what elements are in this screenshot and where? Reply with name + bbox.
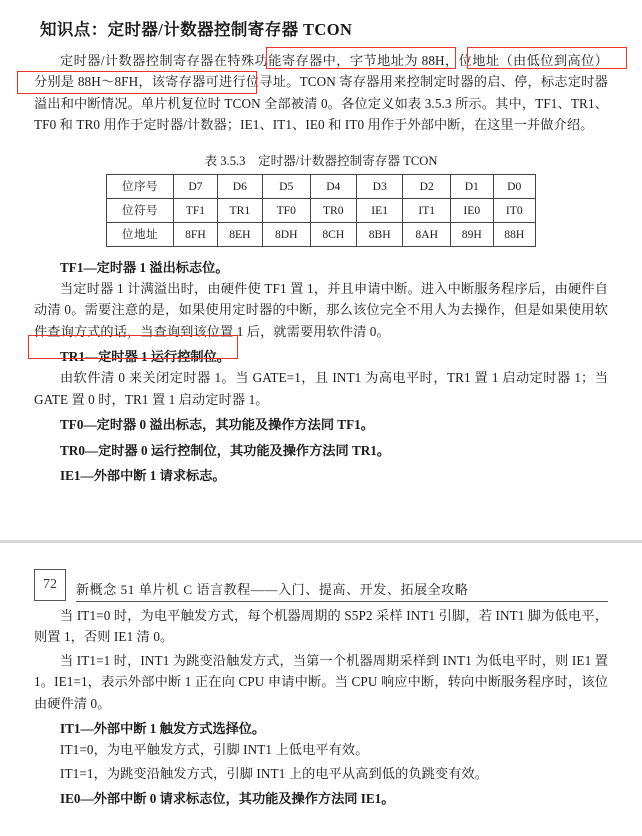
table-cell: 88H	[493, 222, 535, 246]
table-row	[107, 174, 536, 198]
table-cell: D5	[262, 174, 310, 198]
table-cell: 8AH	[403, 222, 451, 246]
page-number: 72	[34, 569, 66, 601]
intro-paragraph: 定时器/计数器控制寄存器在特殊功能寄存器中，字节地址为 88H，位地址（由低位到高位）分别是 88H～8FH，该寄存器可进行位寻址。TCON 寄存器用来控制定时器的启、停，标志定时器溢出和中断情况。单片机复位时 TCON 全部被清 0。各位定义如表 3.5.3 所示。其中，TF1、TR1、TF0 和 TR0 用作于定时器/计数器；IE1、IT1、IE0 和 IT0 用作于外部中断，在这里一并做介绍。	[34, 53, 608, 133]
table-cell: 8CH	[310, 222, 356, 246]
table-row	[107, 222, 536, 246]
table-cell: D3	[356, 174, 402, 198]
page-title	[40, 16, 608, 40]
table-cell: 89H	[451, 222, 493, 246]
entry-body-tf1: 当定时器 1 计满溢出时，由硬件使 TF1 置 1，并且申请中断。进入中断服务程序后，由硬件自动清 0。需要注意的是，如果使用定时器的中断，那么该位完全不用人为去操作，但是如果使用软件查询方式的话，当查询到该位置 1 后，就需要用软件清 0。	[34, 280, 608, 339]
table-cell: D1	[451, 174, 493, 198]
entry-body-tr1: 由软件清 0 来关闭定时器 1。当 GATE=1，且 INT1 为高电平时，TR1 置 1 启动定时器 1；当 GATE 置 0 时，TR1 置 1 启动定时器 1。	[34, 370, 608, 407]
heading-label: 知识点：	[40, 20, 108, 39]
entry-title-ie1: IE1—外部中断 1 请求标志。	[60, 467, 226, 483]
tcon-register-table	[106, 174, 536, 247]
table-cell: D2	[403, 174, 451, 198]
table-cell: IT0	[493, 198, 535, 222]
table-cell: D4	[310, 174, 356, 198]
table-cell: IE1	[356, 198, 402, 222]
bottom-paragraph-2: 当 IT1=1 时，INT1 为跳变沿触发方式，当第一个机器周期采样到 INT1 为低电平时，则 IE1 置 1。IE1=1，表示外部中断 1 正在向 CPU 申请中断。当 CPU 响应中断，转向中断服务程序时，该位由硬件清 0。	[34, 652, 608, 711]
table-caption: 表 3.5.3 定时器/计数器控制寄存器 TCON	[204, 153, 438, 168]
entry-title-tr1: TR1—定时器 1 运行控制位。	[60, 349, 230, 364]
table-cell: IT1	[403, 198, 451, 222]
row-header: 位符号	[107, 198, 174, 222]
entry-line-it1-1: IT1=1，为跳变沿触发方式，引脚 INT1 上的电平从高到低的负跳变有效。	[60, 765, 489, 781]
heading-text: 定时器/计数器控制寄存器 TCON	[107, 20, 353, 39]
page-section-bottom	[0, 543, 642, 809]
bottom-paragraph-1: 当 IT1=0 时，为电平触发方式，每个机器周期的 S5P2 采样 INT1 引脚，若 INT1 脚为低电平，则置 1，否则 IE1 清 0。	[34, 608, 608, 645]
table-cell: 8BH	[356, 222, 402, 246]
book-title: 新概念 51 单片机 C 语言教程——入门、提高、开发、拓展全攻略	[76, 579, 608, 602]
table-cell: 8EH	[217, 222, 262, 246]
row-header: 位序号	[107, 174, 174, 198]
entry-title-tr0: TR0—定时器 0 运行控制位，其功能及操作方法同 TR1。	[60, 442, 391, 458]
table-cell: TR0	[310, 198, 356, 222]
table-cell: TF0	[262, 198, 310, 222]
table-cell: 8DH	[262, 222, 310, 246]
running-header	[34, 569, 608, 601]
table-cell: D0	[493, 174, 535, 198]
table-cell: TF1	[174, 198, 218, 222]
entry-title-tf0: TF0—定时器 0 溢出标志，其功能及操作方法同 TF1。	[60, 417, 374, 433]
table-cell: 8FH	[174, 222, 218, 246]
table-cell: D7	[174, 174, 218, 198]
entry-title-ie0: IE0—外部中断 0 请求标志位，其功能及操作方法同 IE1。	[60, 791, 395, 806]
table-cell: D6	[217, 174, 262, 198]
entry-title-it1: IT1—外部中断 1 触发方式选择位。	[60, 720, 266, 736]
row-header: 位地址	[107, 222, 174, 246]
table-row	[107, 198, 536, 222]
entry-title-tf1: TF1—定时器 1 溢出标志位。	[60, 259, 229, 275]
table-cell: IE0	[451, 198, 493, 222]
entry-line-it1-0: IT1=0，为电平触发方式，引脚 INT1 上低电平有效。	[60, 742, 369, 758]
table-cell: TR1	[217, 198, 262, 222]
